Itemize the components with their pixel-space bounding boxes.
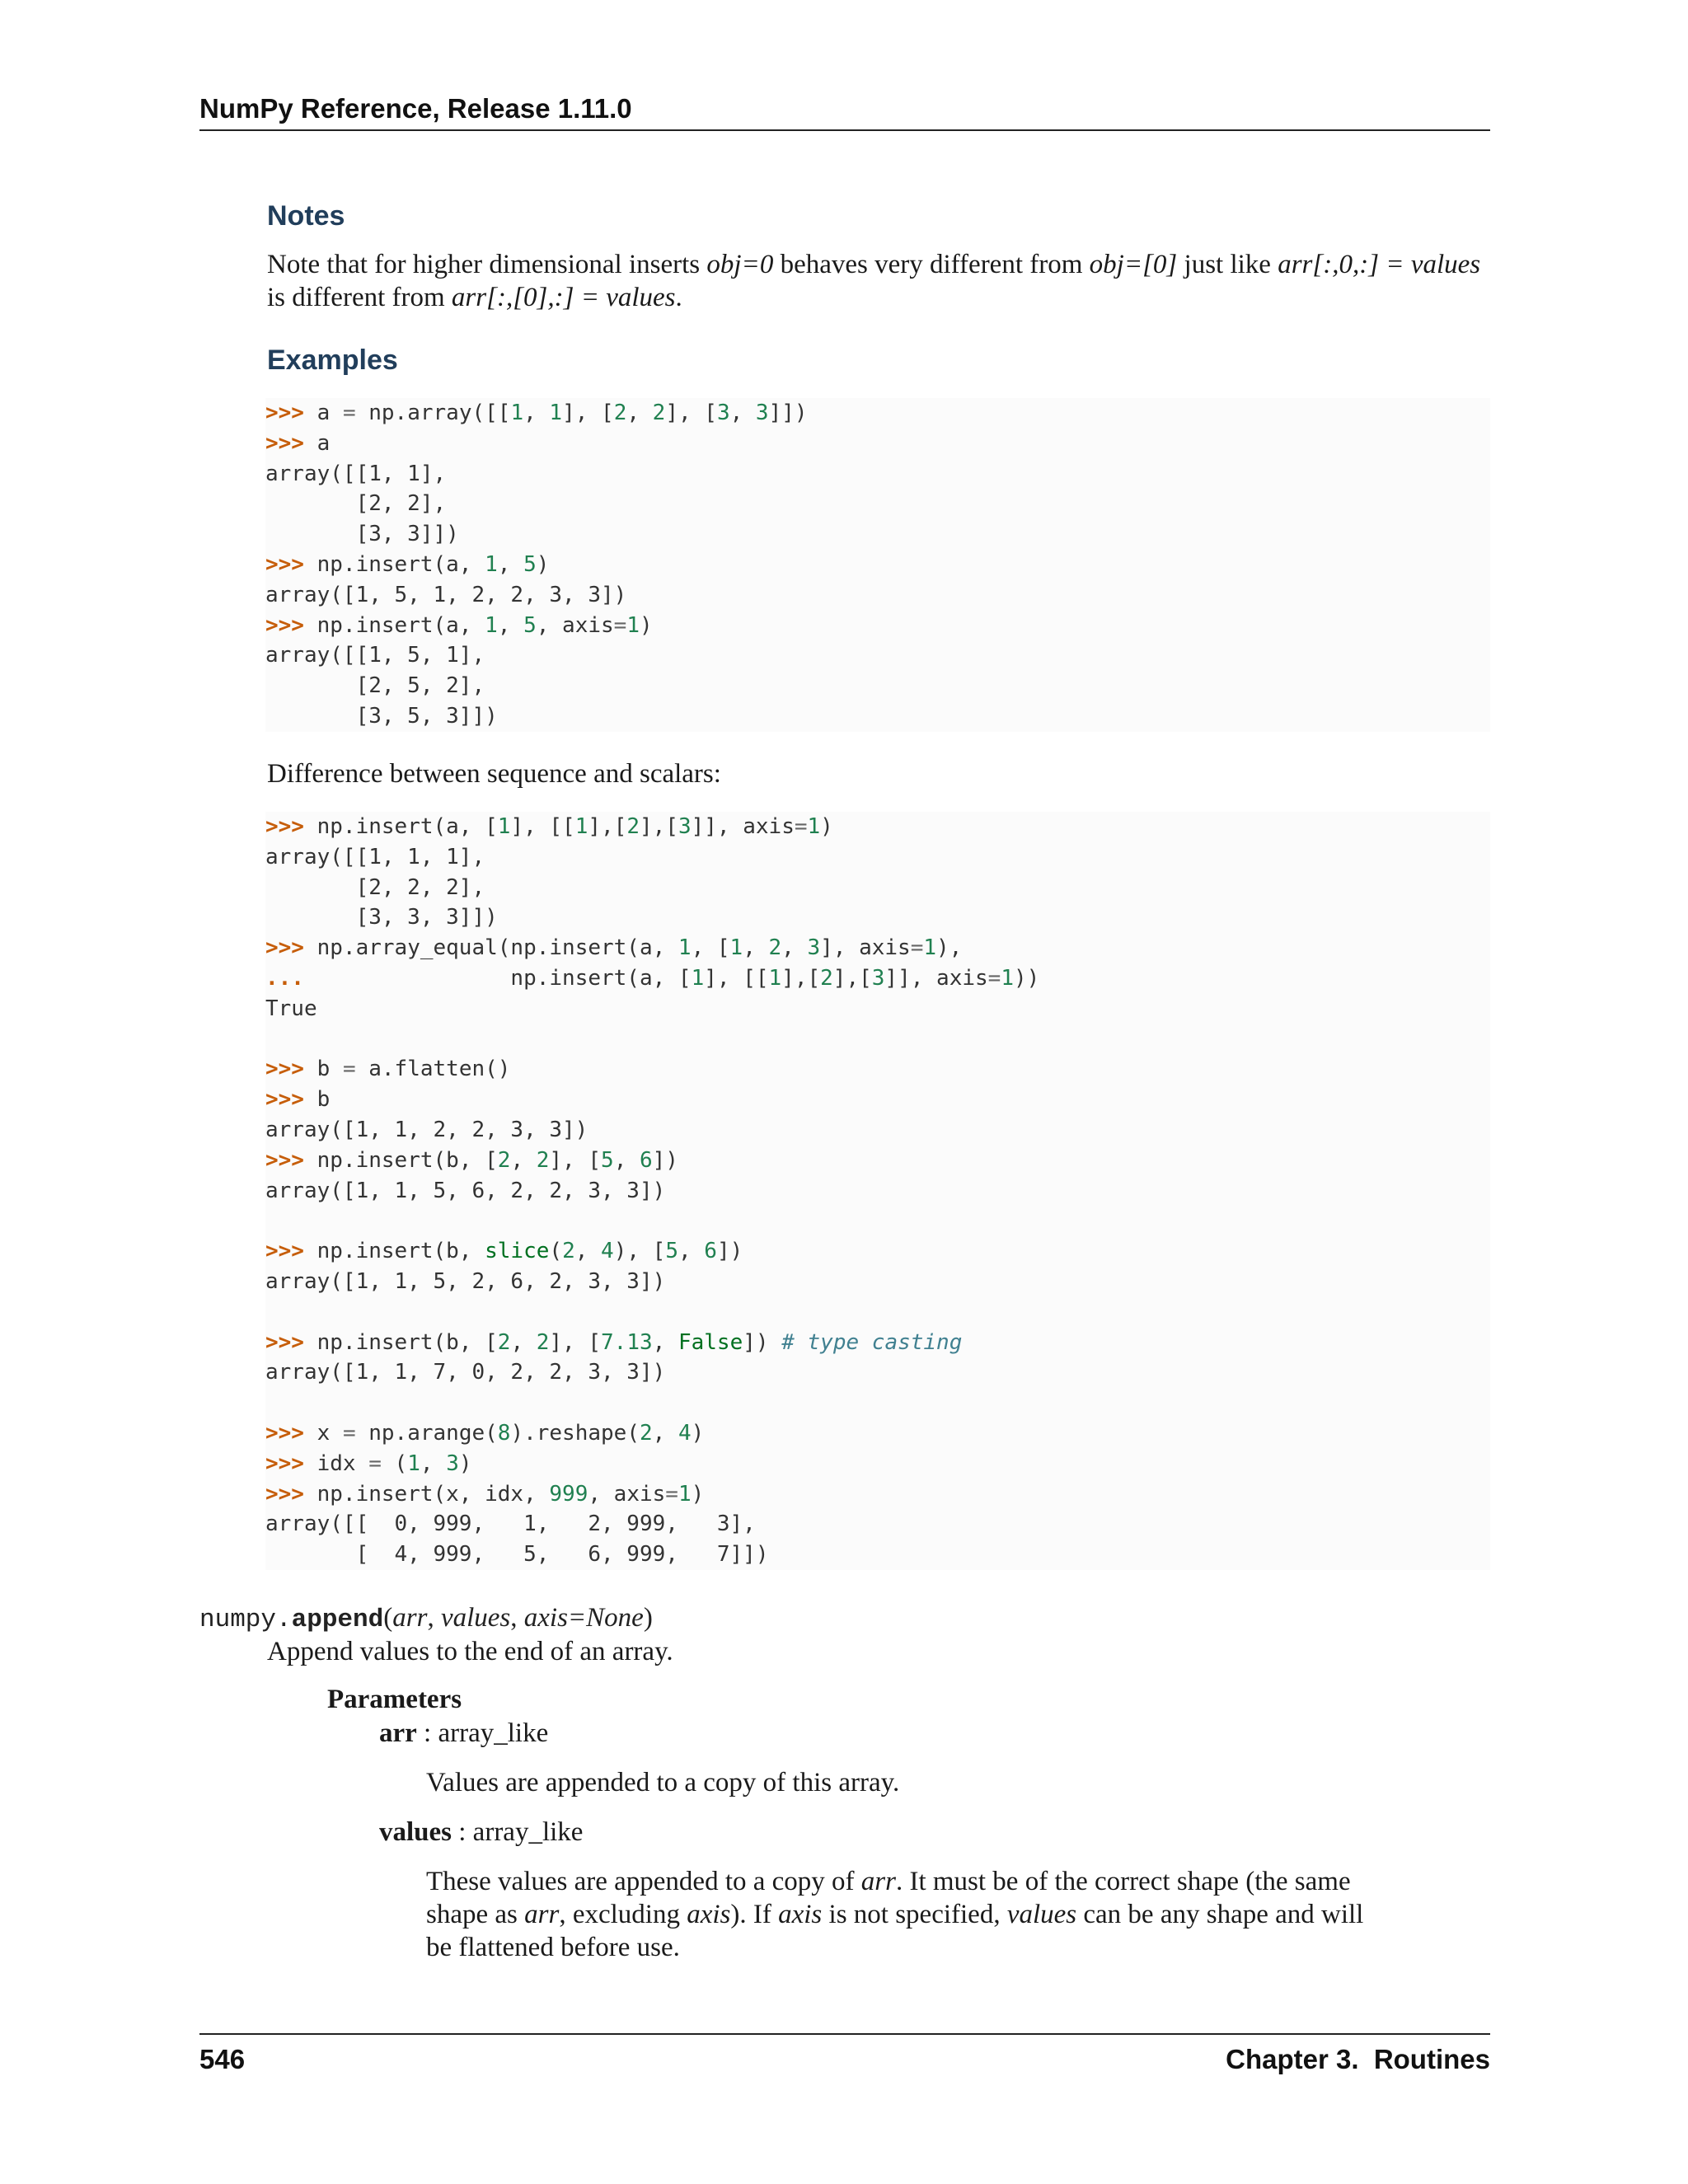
code-blank-line bbox=[265, 1297, 1490, 1328]
code-line: >>> a bbox=[265, 430, 331, 456]
code-line: >>> b = a.flatten() bbox=[265, 1057, 511, 1082]
code-blank-line bbox=[265, 1388, 1490, 1418]
code-blank-line bbox=[265, 1206, 1490, 1236]
signature-function-name: append bbox=[291, 1605, 384, 1634]
code-line: [3, 3]]) bbox=[265, 522, 459, 547]
code-line: >>> np.array_equal(np.insert(a, 1, [1, 2, 3], axis=1), bbox=[265, 935, 963, 961]
code-line: array([[1, 5, 1], bbox=[265, 643, 485, 668]
footer-rule bbox=[199, 2033, 1490, 2035]
code-line: array([1, 1, 5, 2, 6, 2, 3, 3]) bbox=[265, 1268, 666, 1294]
code-line: [2, 5, 2], bbox=[265, 673, 485, 699]
notes-heading: Notes bbox=[267, 200, 345, 232]
code-line: array([[1, 1], bbox=[265, 461, 447, 486]
notes-paragraph-line2: is different from arr[:,[0],:] = values. bbox=[267, 283, 682, 312]
param-values-description-line1: These values are appended to a copy of arr. It must be of the correct shape (the same bbox=[426, 1867, 1351, 1896]
function-summary: Append values to the end of an array. bbox=[267, 1637, 673, 1666]
examples-heading: Examples bbox=[267, 344, 398, 376]
notes-paragraph-line1: Note that for higher dimensional inserts obj=0 behaves very different from obj=[0] just like arr[:,0,:] = values bbox=[267, 250, 1481, 279]
code-line: array([1, 5, 1, 2, 2, 3, 3]) bbox=[265, 582, 627, 607]
code-line: >>> np.insert(a, 1, 5) bbox=[265, 551, 550, 577]
signature-module: numpy. bbox=[199, 1605, 292, 1634]
code-line: [2, 2], bbox=[265, 491, 447, 517]
param-arr: arr : array_like bbox=[379, 1718, 549, 1748]
param-values-description-line3: be flattened before use. bbox=[426, 1933, 680, 1962]
page-number: 546 bbox=[199, 2044, 246, 2074]
chapter-title: Chapter 3. Routines bbox=[1226, 2044, 1490, 2074]
function-signature-append: numpy.append(arr, values, axis=None) bbox=[199, 1603, 653, 1634]
code-blank-line bbox=[265, 1024, 1490, 1055]
code-line: array([1, 1, 7, 0, 2, 2, 3, 3]) bbox=[265, 1360, 666, 1385]
code-line: >>> np.insert(b, [2, 2], [7.13, False]) # type casting bbox=[265, 1329, 963, 1355]
code-line: array([[1, 1, 1], bbox=[265, 844, 485, 869]
signature-arg-arr: arr bbox=[392, 1603, 428, 1633]
parameters-heading: Parameters bbox=[327, 1685, 462, 1714]
code-line: [3, 5, 3]]) bbox=[265, 703, 498, 729]
param-values: values : array_like bbox=[379, 1817, 584, 1847]
code-line: [2, 2, 2], bbox=[265, 874, 485, 900]
code-line: >>> x = np.arange(8).reshape(2, 4) bbox=[265, 1420, 705, 1446]
code-line: >>> np.insert(a, [1], [[1],[2],[3]], axis=1) bbox=[265, 814, 833, 839]
code-line: >>> idx = (1, 3) bbox=[265, 1451, 472, 1476]
code-block-insert-basic bbox=[265, 398, 1490, 732]
running-header: NumPy Reference, Release 1.11.0 bbox=[199, 93, 632, 124]
code-line: True bbox=[265, 996, 317, 1021]
code-line: >>> a = np.array([[1, 1], [2, 2], [3, 3]]) bbox=[265, 401, 808, 425]
code-block-insert-sequence bbox=[265, 812, 1490, 1570]
code-line: ... np.insert(a, [1], [[1],[2],[3]], axis=1)) bbox=[265, 965, 1040, 991]
code-line: >>> np.insert(a, 1, 5, axis=1) bbox=[265, 612, 653, 638]
signature-arg-values: values bbox=[440, 1603, 511, 1633]
code-line: >>> np.insert(x, idx, 999, axis=1) bbox=[265, 1481, 705, 1507]
signature-arg-axis: axis=None bbox=[523, 1603, 644, 1633]
code-line: array([1, 1, 2, 2, 3, 3]) bbox=[265, 1117, 588, 1142]
header-rule bbox=[199, 129, 1490, 131]
param-arr-description: Values are appended to a copy of this array. bbox=[426, 1768, 900, 1797]
code-line: array([1, 1, 5, 6, 2, 2, 3, 3]) bbox=[265, 1178, 666, 1203]
code-line: [ 4, 999, 5, 6, 999, 7]]) bbox=[265, 1542, 769, 1568]
param-values-description-line2: shape as arr, excluding axis). If axis is not specified, values can be any shape and will bbox=[426, 1900, 1364, 1929]
sequence-vs-scalars-text: Difference between sequence and scalars: bbox=[267, 759, 721, 789]
code-line: [3, 3, 3]]) bbox=[265, 905, 498, 930]
code-line: array([[ 0, 999, 1, 2, 999, 3], bbox=[265, 1511, 756, 1537]
code-line: >>> b bbox=[265, 1087, 331, 1113]
code-line: >>> np.insert(b, slice(2, 4), [5, 6]) bbox=[265, 1239, 743, 1264]
code-line: >>> np.insert(b, [2, 2], [5, 6]) bbox=[265, 1147, 678, 1173]
